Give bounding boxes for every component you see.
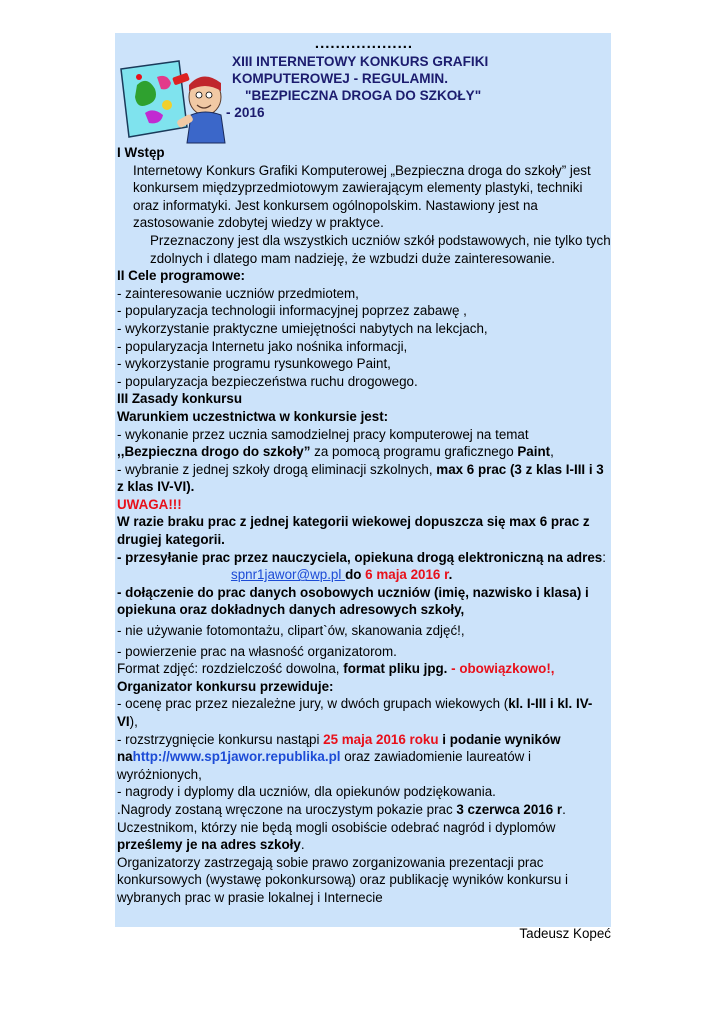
organizer-jury: - ocenę prac przez niezależne jury, w dwóch grupach wiekowych (kl. I-III i kl. IV- VI),: [117, 696, 593, 729]
goal-item-5: - wykorzystanie programu rysunkowego Paint,: [117, 356, 391, 372]
title-line-4: - 2016: [226, 105, 265, 120]
title-line-3: "BEZPIECZNA DROGA DO SZKOŁY": [245, 88, 482, 103]
goal-item-4: - popularyzacja Internetu jako nośnika informacji,: [117, 338, 408, 354]
results-date: 25 maja 2016 roku: [323, 731, 439, 747]
rule-selection: - wybranie z jednej szkoły drogą eliminacji szkolnych, max 6 prac (3 z klas I-III i 3 z klas IV-VI).: [117, 461, 604, 495]
document-title: [226, 53, 489, 121]
section-3-subheading: Warunkiem uczestnictwa w konkursie jest:: [117, 408, 389, 424]
results-url-link[interactable]: http://www.sp1jawor.republika.pl: [132, 749, 341, 765]
section-1-paragraph-1: Internetowy Konkurs Grafiki Komputerowej „Bezpieczna droga do szkoły” jest konkursem międzyprzedmiotowym zawierającym elementy plastyki, techniki oraz informatyki. Jest konkursem ogólnopolskim. Nastawiony jest na zastosowanie zdobytej wiedzy w praktyce.: [133, 162, 591, 231]
organizer-results: - rozstrzygnięcie konkursu nastąpi 25 maja 2016 roku i podanie wyników nahttp://www.sp1jawor.republika.pl oraz zawiadomienie laureatów i wyróżnionych,: [117, 731, 561, 782]
organizer-ceremony: .Nagrody zostaną wręczone na uroczystym pokazie prac 3 czerwca 2016 r.: [117, 801, 566, 817]
title-line-2: KOMPUTEROWEJ - REGULAMIN.: [232, 71, 448, 86]
organizer-mailing: Uczestnikom, którzy nie będą mogli osobiście odebrać nagród i dyplomów prześlemy je na adres szkoły.: [117, 819, 556, 853]
dots-divider: ...................: [314, 35, 414, 52]
organizer-prizes: - nagrody i dyplomy dla uczniów, dla opiekunów podziękowania.: [117, 784, 496, 800]
organizer-heading: Organizator konkursu przewiduje:: [117, 678, 334, 694]
section-2-heading: II Cele programowe:: [117, 268, 245, 284]
send-deadline: 6 maja 2016 r: [365, 567, 449, 583]
warning-label: UWAGA!!!: [117, 496, 182, 512]
goal-item-3: - wykorzystanie praktyczne umiejętności nabytych na lekcjach,: [117, 320, 488, 336]
section-1-heading: I Wstęp: [117, 145, 165, 160]
section-1-paragraph-2: Przeznaczony jest dla wszystkich uczniów szkół podstawowych, nie tylko tych zdolnych i dlatego mam nadzieję, że wzbudzi duże zainteresowanie.: [150, 232, 611, 266]
signature: Tadeusz Kopeć: [519, 925, 611, 941]
painter-clipart-image: [117, 55, 232, 145]
title-line-1: XIII INTERNETOWY KONKURS GRAFIKI: [232, 54, 489, 69]
rule-attach-data: - dołączenie do prac danych osobowych uczniów (imię, nazwisko i klasa) i opiekuna oraz dokładnych danych adresowych szkoły,: [117, 584, 589, 618]
rule-entrust: - powierzenie prac na własność organizatorom.: [117, 643, 397, 659]
goal-item-2: - popularyzacja technologii informacyjnej poprzez zabawę ,: [117, 303, 467, 319]
organizer-rights: Organizatorzy zastrzegają sobie prawo zorganizowania prezentacji prac konkursowych (wystawę pokonkursową) oraz publikację wyników konkursu i wybranych prac w prasie lokalnej i Internecie: [117, 854, 569, 905]
rule-format: Format zdjęć: rozdzielczość dowolna, format pliku jpg. - obowiązkowo!,: [117, 661, 555, 677]
document-header: [117, 55, 611, 150]
rule-no-photomontage: - nie używanie fotomontażu, clipart`ów, skanowania zdjęć!,: [117, 623, 465, 639]
rule-own-work: - wykonanie przez ucznia samodzielnej pracy komputerowej na temat ,,Bezpieczna drogo do szkoły” za pomocą programu graficznego Paint,: [117, 426, 554, 460]
goal-item-1: - zainteresowanie uczniów przedmiotem,: [117, 285, 359, 301]
goal-item-6: - popularyzacja bezpieczeństwa ruchu drogowego.: [117, 373, 418, 389]
warning-text: W razie braku prac z jednej kategorii wiekowej dopuszcza się max 6 prac z drugiej kategorii.: [117, 514, 590, 548]
document-content: [117, 37, 611, 942]
email-link[interactable]: spnr1jawor@wp.pl: [231, 567, 346, 583]
section-3-heading: III Zasady konkursu: [117, 391, 243, 407]
rule-sending: - przesyłanie prac przez nauczyciela, opiekuna drogą elektroniczną na adres:spnr1jawor@wp.pl do 6 maja 2016 r.: [117, 549, 606, 583]
